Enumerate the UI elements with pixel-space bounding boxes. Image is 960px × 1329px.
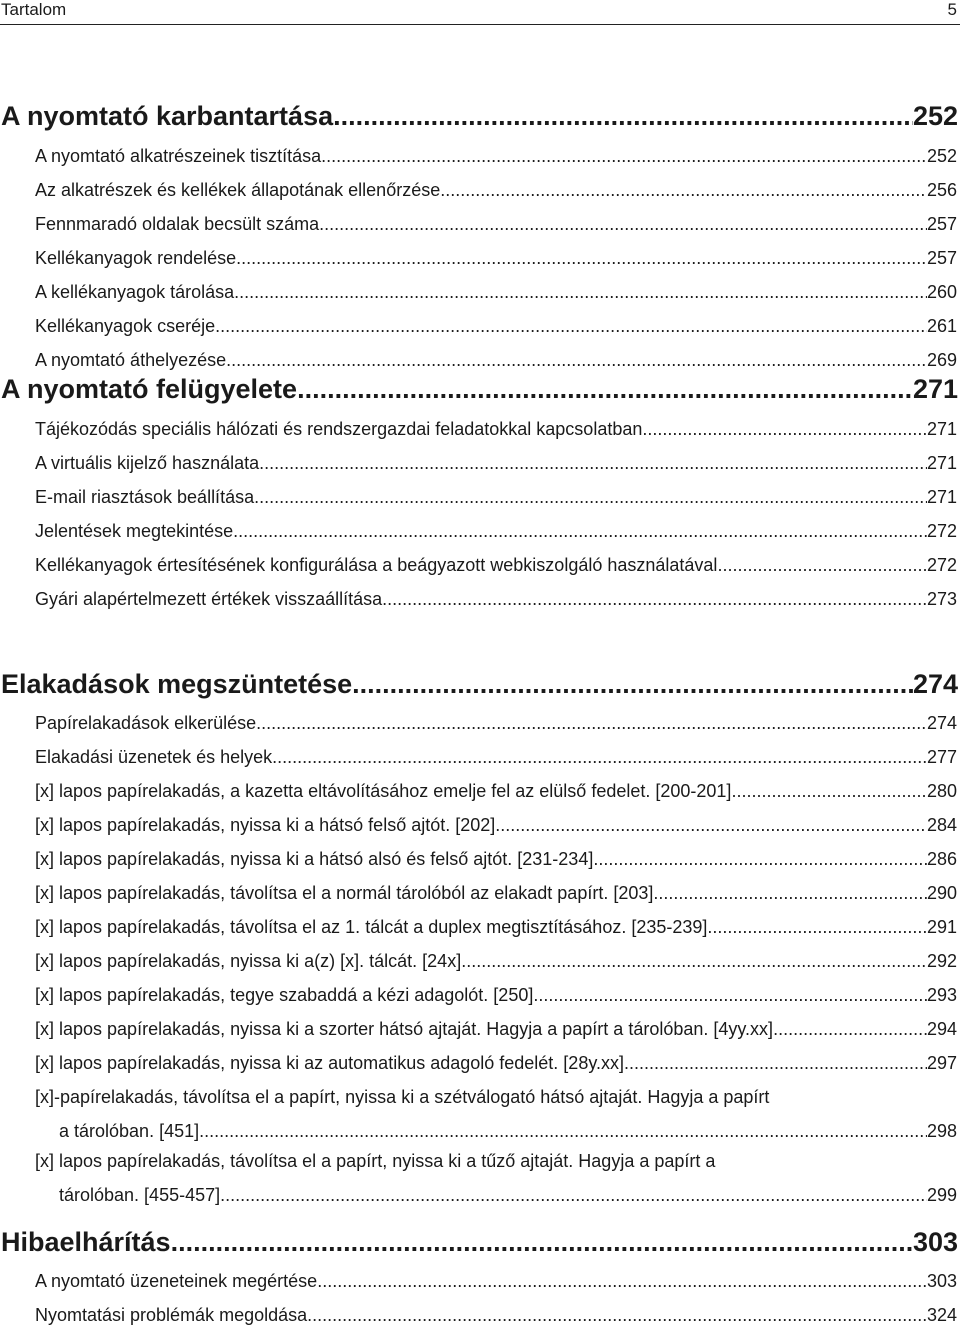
toc-leader <box>317 1270 927 1292</box>
toc-page: 257 <box>926 248 957 268</box>
toc-leader <box>321 145 927 167</box>
toc-page: 292 <box>926 951 957 971</box>
toc-title: Az alkatrészek és kellékek állapotának ellenőrzése <box>35 180 441 200</box>
toc-page: 297 <box>926 1053 957 1073</box>
toc-title: A nyomtató karbantartása <box>1 101 334 131</box>
toc-title: [x] lapos papírelakadás, nyissa ki a hátsó alsó és felső ajtót. [231-234] <box>35 849 594 869</box>
toc-entry[interactable] <box>0 984 960 1006</box>
toc-chapter[interactable] <box>0 373 960 405</box>
toc-page: 257 <box>926 214 957 234</box>
toc-page: 274 <box>912 669 958 699</box>
toc-leader <box>717 554 927 576</box>
toc-title: Jelentések megtekintése <box>35 521 234 541</box>
toc-title: Tájékozódás speciális hálózati és rendszergazdai feladatokkal kapcsolatban <box>35 419 643 439</box>
toc-page: 272 <box>926 521 957 541</box>
toc-page: 271 <box>926 419 957 439</box>
toc-entry-multiline[interactable] <box>35 1086 957 1142</box>
toc-title: Kellékanyagok rendelése <box>35 248 237 268</box>
toc-title: Hibaelhárítás <box>1 1227 171 1257</box>
toc-entry[interactable] <box>0 1018 960 1040</box>
toc-entry[interactable] <box>0 712 960 734</box>
toc-leader <box>624 1052 927 1074</box>
toc-page: 290 <box>926 883 957 903</box>
toc-entry[interactable] <box>0 814 960 836</box>
toc-entry[interactable] <box>0 247 960 269</box>
toc-entry[interactable] <box>0 418 960 440</box>
toc-title: A nyomtató alkatrészeinek tisztítása <box>35 146 322 166</box>
toc-title: [x] lapos papírelakadás, nyissa ki a(z) [x]. tálcát. [24x] <box>35 951 462 971</box>
toc-leader <box>254 486 927 508</box>
toc-page: 277 <box>926 747 957 767</box>
toc-title: Papírelakadások elkerülése <box>35 713 257 733</box>
toc-leader <box>382 588 927 610</box>
toc-page: 291 <box>926 917 957 937</box>
toc-title: A nyomtató áthelyezése <box>35 350 227 370</box>
toc-title: A virtuális kijelző használata <box>35 453 260 473</box>
toc-entry[interactable] <box>0 1052 960 1074</box>
toc-page: 284 <box>926 815 957 835</box>
toc-title: Kellékanyagok cseréje <box>35 316 216 336</box>
toc-page: 271 <box>912 374 958 404</box>
toc-leader <box>773 1018 927 1040</box>
toc-leader <box>731 780 927 802</box>
toc-leader <box>593 848 927 870</box>
toc-leader <box>319 213 927 235</box>
toc-leader <box>352 668 913 700</box>
toc-leader <box>653 882 927 904</box>
toc-page: 260 <box>926 282 957 302</box>
toc-page: 271 <box>926 487 957 507</box>
toc-entry[interactable] <box>0 349 960 371</box>
toc-title: E-mail riasztások beállítása <box>35 487 255 507</box>
toc-title: Gyári alapértelmezett értékek visszaállítása <box>35 589 383 609</box>
toc-page: 303 <box>912 1227 958 1257</box>
toc-leader <box>226 349 927 371</box>
toc-title: [x] lapos papírelakadás, távolítsa el a papírt, nyissa ki a tűző ajtaját. Hagyja a papírt a <box>35 1151 716 1171</box>
toc-entry[interactable] <box>0 315 960 337</box>
toc-leader <box>236 247 927 269</box>
toc-title: [x] lapos papírelakadás, távolítsa el az 1. tálcát a duplex megtisztításához. [235-239] <box>35 917 708 937</box>
toc-page: 273 <box>926 589 957 609</box>
toc-page: 293 <box>926 985 957 1005</box>
toc-leader <box>333 100 913 132</box>
toc-page: 303 <box>926 1271 957 1291</box>
toc-page: 269 <box>926 350 957 370</box>
toc-leader <box>215 315 927 337</box>
toc-entry[interactable] <box>0 780 960 802</box>
toc-page: 252 <box>926 146 957 166</box>
toc-title: [x]-papírelakadás, távolítsa el a papírt, nyissa ki a szétválogató hátsó ajtaját. Hagyja a papírt <box>35 1087 770 1107</box>
toc-title: [x] lapos papírelakadás, tegye szabaddá a kézi adagolót. [250] <box>35 985 534 1005</box>
toc-page: 298 <box>926 1121 957 1141</box>
toc-leader <box>272 746 927 768</box>
toc-entry[interactable] <box>0 588 960 610</box>
toc-title: [x] lapos papírelakadás, távolítsa el a normál tárolóból az elakadt papírt. [203] <box>35 883 654 903</box>
toc-entry[interactable] <box>0 179 960 201</box>
toc-leader <box>234 281 927 303</box>
toc-page: 280 <box>926 781 957 801</box>
toc-leader <box>533 984 927 1006</box>
toc-leader <box>440 179 927 201</box>
toc-title: [x] lapos papírelakadás, a kazetta eltávolításához emelje fel az elülső fedelet. [200-201] <box>35 781 732 801</box>
toc-chapter[interactable] <box>0 100 960 132</box>
toc-entry[interactable] <box>0 916 960 938</box>
toc-chapter[interactable] <box>0 668 960 700</box>
toc-entry[interactable] <box>0 281 960 303</box>
toc-page: 324 <box>926 1305 957 1325</box>
page-header <box>0 0 960 22</box>
toc-page: 274 <box>926 713 957 733</box>
toc-leader <box>707 916 927 938</box>
toc-title: [x] lapos papírelakadás, nyissa ki a hátsó felső ajtót. [202] <box>35 815 496 835</box>
toc-leader <box>233 520 927 542</box>
toc-leader <box>199 1120 927 1142</box>
toc-title: [x] lapos papírelakadás, nyissa ki az automatikus adagoló fedelét. [28y.xx] <box>35 1053 624 1073</box>
toc-chapter[interactable] <box>0 1226 960 1258</box>
header-title: Tartalom <box>1 0 67 19</box>
toc-entry[interactable] <box>0 746 960 768</box>
header-page-number: 5 <box>947 0 957 19</box>
toc-title: Elakadások megszüntetése <box>1 669 353 699</box>
toc-title: Elakadási üzenetek és helyek <box>35 747 273 767</box>
toc-title: A nyomtató felügyelete <box>1 374 298 404</box>
toc-title-continuation: tárolóban. [455-457] <box>59 1185 221 1205</box>
toc-title-continuation: a tárolóban. [451] <box>59 1121 200 1141</box>
toc-page: 252 <box>912 101 958 131</box>
toc-title: A nyomtató üzeneteinek megértése <box>35 1271 318 1291</box>
toc-leader <box>495 814 927 836</box>
header-divider <box>0 24 960 25</box>
toc-title: A kellékanyagok tárolása <box>35 282 235 302</box>
toc-leader <box>307 1304 927 1326</box>
toc-leader <box>220 1184 927 1206</box>
toc-entry[interactable] <box>0 1270 960 1292</box>
toc-entry[interactable] <box>0 950 960 972</box>
toc-page: 256 <box>926 180 957 200</box>
toc-page: 299 <box>926 1185 957 1205</box>
toc-title: Nyomtatási problémák megoldása <box>35 1305 308 1325</box>
toc-page: 261 <box>926 316 957 336</box>
toc-leader <box>297 373 913 405</box>
toc-leader <box>642 418 927 440</box>
toc-page: 286 <box>926 849 957 869</box>
toc-entry[interactable] <box>0 213 960 235</box>
toc-entry[interactable] <box>0 520 960 542</box>
toc-entry[interactable] <box>0 848 960 870</box>
toc-entry-multiline[interactable] <box>35 1150 957 1206</box>
toc-entry[interactable] <box>0 452 960 474</box>
toc-entry[interactable] <box>0 486 960 508</box>
toc-title: [x] lapos papírelakadás, nyissa ki a szorter hátsó ajtaját. Hagyja a papírt a tárolóban. [4yy.xx] <box>35 1019 774 1039</box>
toc-leader <box>256 712 927 734</box>
toc-entry[interactable] <box>0 145 960 167</box>
toc-entry[interactable] <box>0 882 960 904</box>
toc-page: 294 <box>926 1019 957 1039</box>
toc-title: Kellékanyagok értesítésének konfigurálása a beágyazott webkiszolgáló használatával <box>35 555 718 575</box>
toc-page: 271 <box>926 453 957 473</box>
toc-leader <box>171 1226 913 1258</box>
toc-entry[interactable] <box>0 1304 960 1326</box>
toc-leader <box>259 452 927 474</box>
toc-leader <box>461 950 927 972</box>
toc-title: Fennmaradó oldalak becsült száma <box>35 214 320 234</box>
toc-page: 272 <box>926 555 957 575</box>
toc-entry[interactable] <box>0 554 960 576</box>
